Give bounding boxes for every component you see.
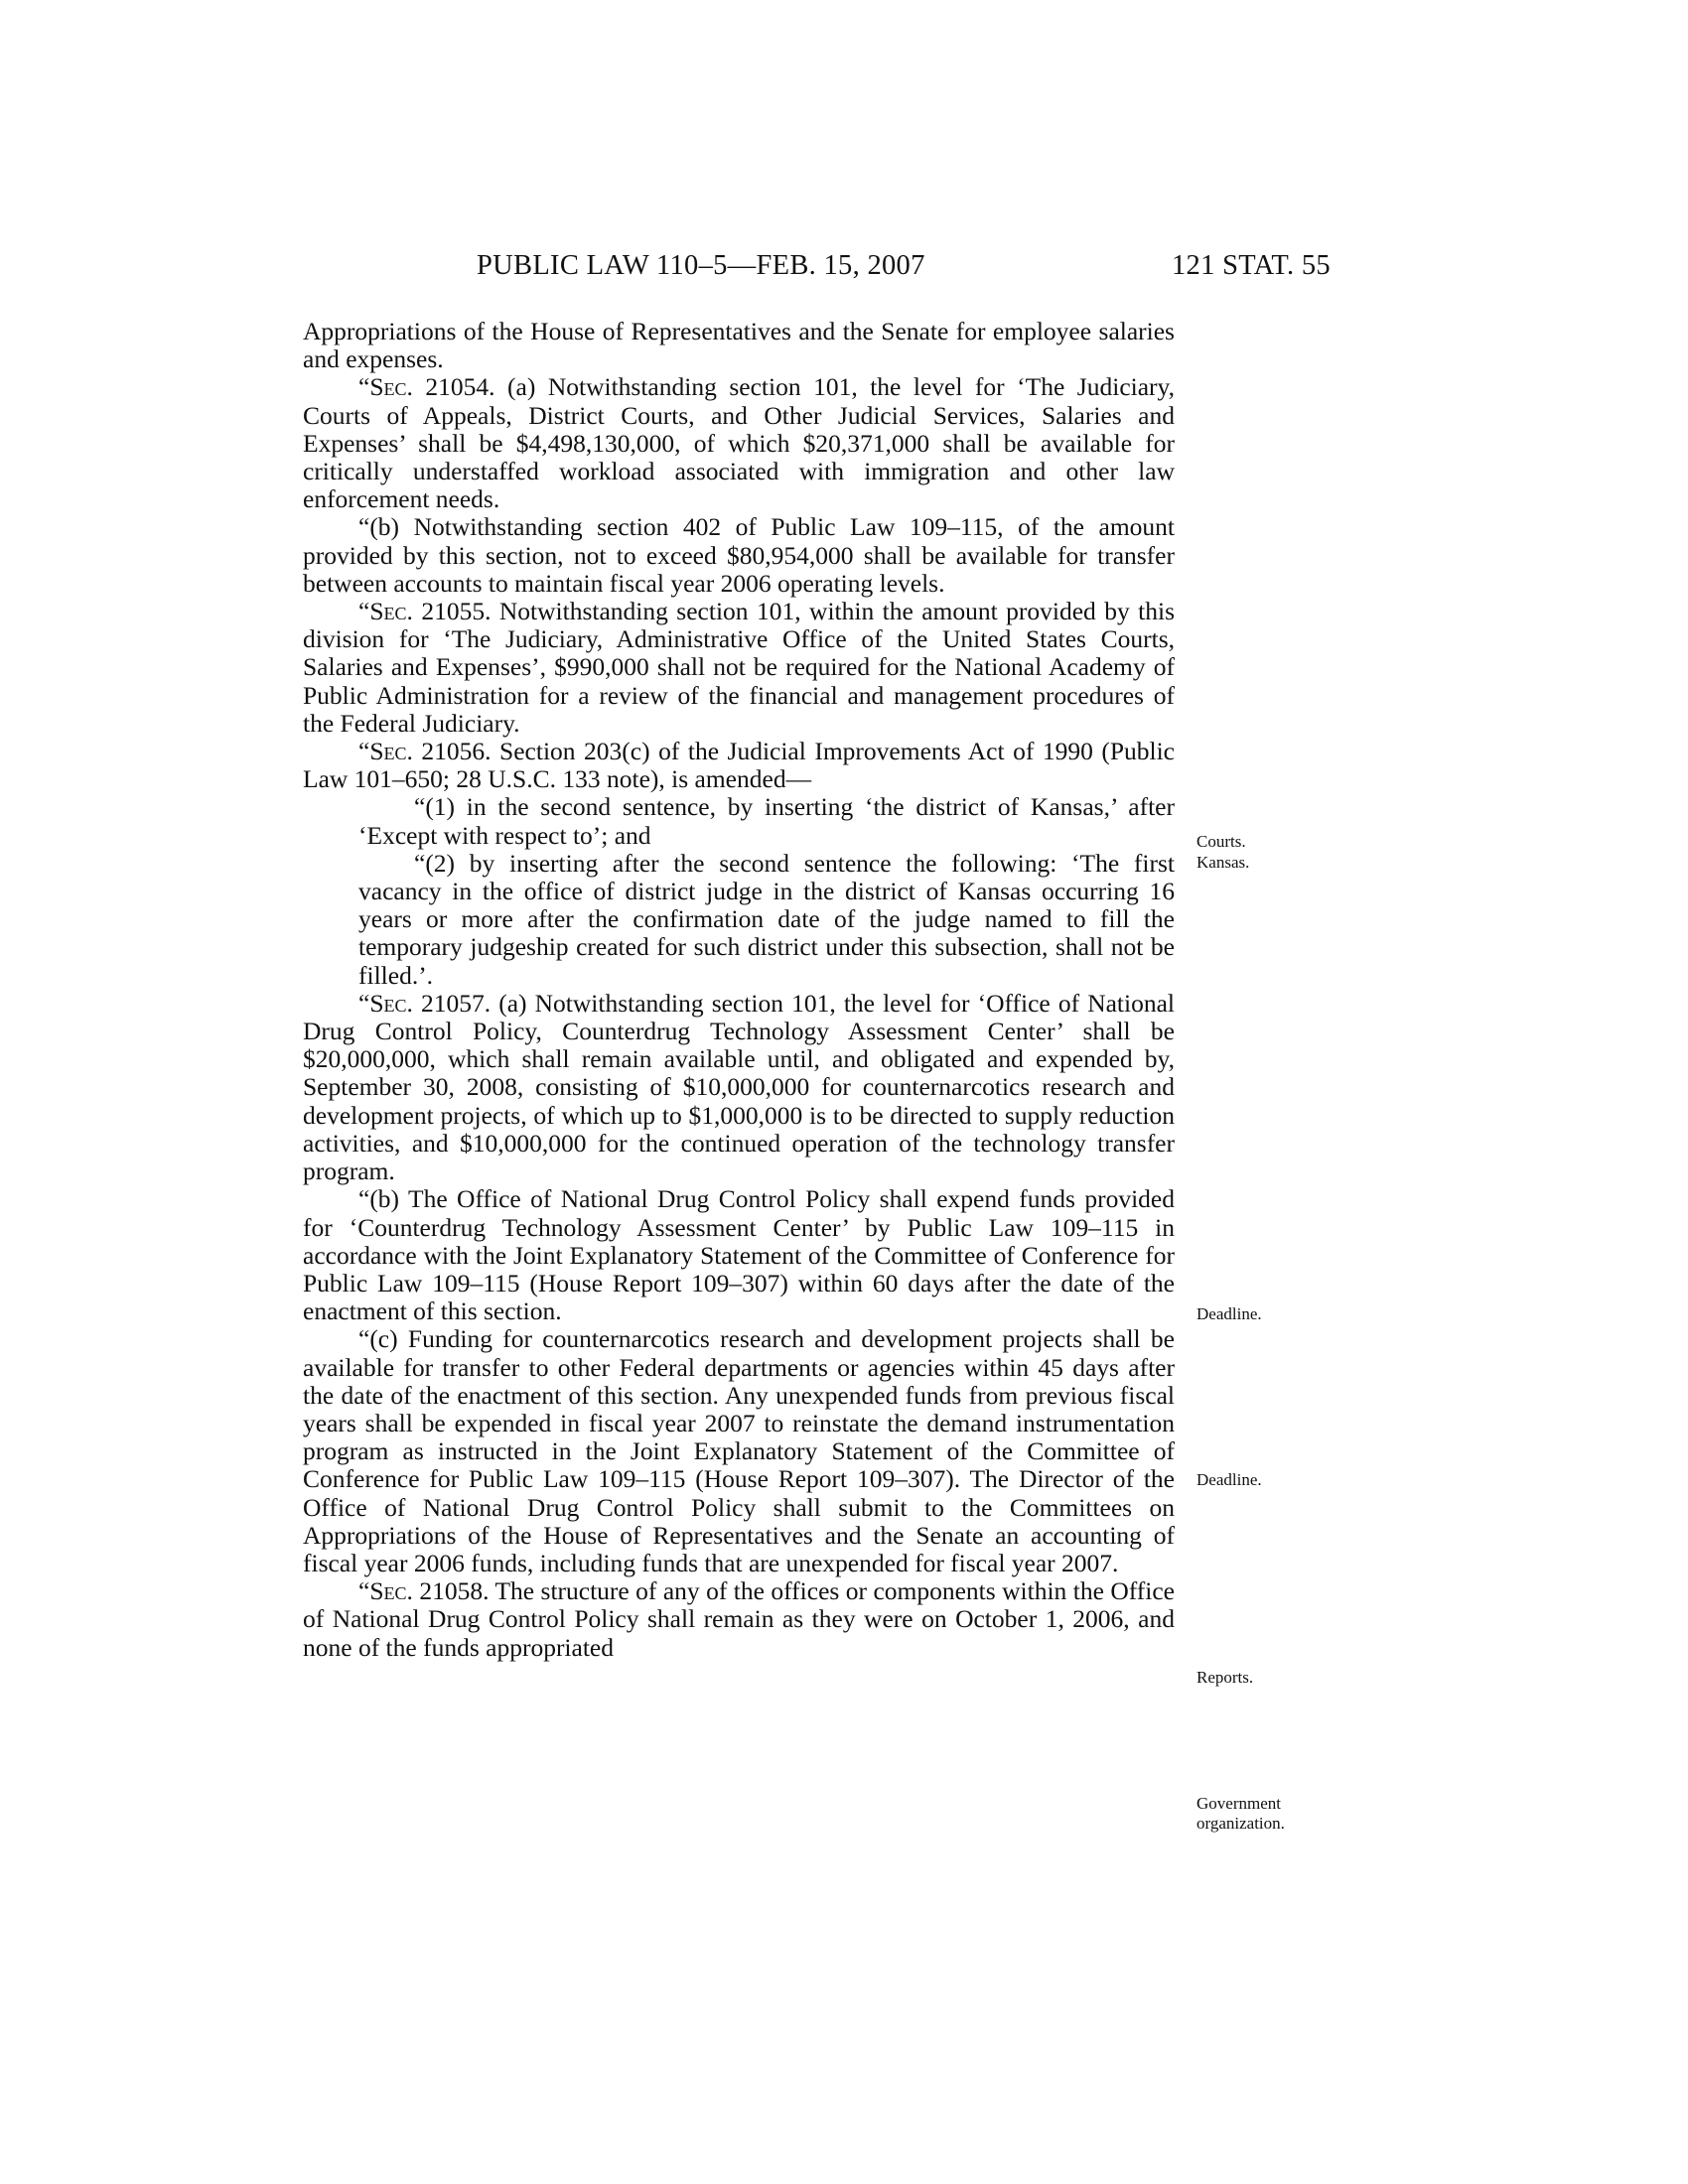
margin-note-government: Government (1196, 1794, 1281, 1813)
margin-note-courts: Courts. (1196, 832, 1246, 851)
margin-note-kansas: Kansas. (1196, 853, 1250, 872)
paragraph-continuation: Appropriations of the House of Representatives and the Senate for employee salaries and expenses. (303, 317, 1175, 374)
section-21057-b: “(b) The Office of National Drug Control Policy shall expend funds provided for ‘Counterdrug Technology Assessment Center’ by Public Law 109–115 in accordance with the Joint Explanatory Statement of the Committee of Conference for Public Law 109–115 (House Report 109–307) within 60 days after the date of the enactment of this section. (303, 1184, 1175, 1326)
document-body (303, 318, 1175, 1662)
section-21057-a: “Sec. 21057. (a) Notwithstanding section 101, the level for ‘Office of National Drug Control Policy, Counterdrug Technology Assessment Center’ shall be $20,000,000, which shall remain available until, and obligated and expended by, September 30, 2008, consisting of $10,000,000 for counternarcotics research and development projects, of which up to $1,000,000 is to be directed to supply reduction activities, and $10,000,000 for the continued operation of the technology transfer program. (303, 988, 1175, 1186)
margin-note-organization: organization. (1196, 1814, 1285, 1833)
running-header (0, 250, 1688, 290)
section-21058: “Sec. 21058. The structure of any of the offices or components within the Office of National Drug Control Policy shall remain as they were on October 1, 2006, and none of the funds appropriated (303, 1576, 1175, 1662)
margin-note-deadline: Deadline. (1196, 1470, 1262, 1489)
page-citation: 121 STAT. 55 (1172, 250, 1331, 281)
header-title: PUBLIC LAW 110–5—FEB. 15, 2007 (477, 250, 925, 281)
section-21055: “Sec. 21055. Notwithstanding section 101, within the amount provided by this division for ‘The Judiciary, Administrative Office of the United States Courts, Salaries and Expenses’, $990,000 shall not be required for the National Academy of Public Administration for a review of the financial and management procedures of the Federal Judiciary. (303, 597, 1175, 738)
section-21054-b: “(b) Notwithstanding section 402 of Public Law 109–115, of the amount provided by this section, not to exceed $80,954,000 shall be available for transfer between accounts to maintain fiscal year 2006 operating levels. (303, 512, 1175, 598)
section-21057-c: “(c) Funding for counternarcotics research and development projects shall be available for transfer to other Federal departments or agencies within 45 days after the date of the enactment of this section. Any unexpended funds from previous fiscal years shall be expended in fiscal year 2007 to reinstate the demand instrumentation program as instructed in the Joint Explanatory Statement of the Committee of Conference for Public Law 109–115 (House Report 109–307). The Director of the Office of National Drug Control Policy shall submit to the Committees on Appropriations of the House of Representatives and the Senate an accounting of fiscal year 2006 funds, including funds that are unexpended for fiscal year 2007. (303, 1324, 1175, 1577)
margin-note-deadline: Deadline. (1196, 1304, 1262, 1323)
section-21056-item-2: “(2) by inserting after the second sentence the following: ‘The first vacancy in the office of district judge in the district of Kansas occurring 16 years or more after the confirmation date of the judge named to fill the temporary judgeship created for such district under this subsection, shall not be filled.’. (358, 848, 1175, 990)
section-21056-item-1: “(1) in the second sentence, by inserting ‘the district of Kansas,’ after ‘Except with respect to’; and (358, 792, 1175, 850)
section-21054-a: “Sec. 21054. (a) Notwithstanding section 101, the level for ‘The Judiciary, Courts of Appeals, District Courts, and Other Judicial Services, Salaries and Expenses’ shall be $4,498,130,000, of which $20,371,000 shall be available for critically understaffed workload associated with immigration and other law enforcement needs. (303, 372, 1175, 514)
section-21056: “Sec. 21056. Section 203(c) of the Judicial Improvements Act of 1990 (Public Law 101–650; 28 U.S.C. 133 note), is amended— (303, 737, 1175, 794)
margin-note-reports: Reports. (1196, 1668, 1254, 1687)
